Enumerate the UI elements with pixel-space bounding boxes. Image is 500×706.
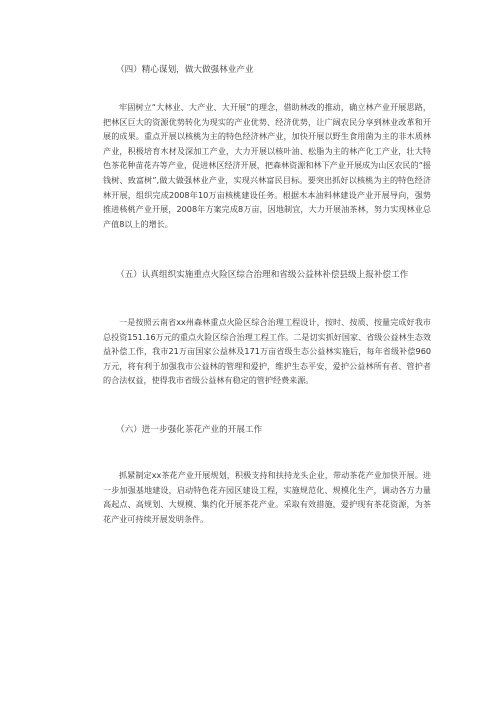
- section-5-body: 一是按照云南省xx州森林重点火险区综合治理工程设计，按时、按质、按量完成好我市总投资151.16万元的重点火险区综合治理工程工作。二是切实抓好国家、省级公益林生态效益补偿工作，我市21万亩国家公益林及171万亩省级生态公益林实施后，每年省级补偿960万元，将有利于加强我市公益林的管理和爱护，维护生态平安，爱护公益林所有者、管护者的合法权益，使得我市省级公益林有稳定的管护经费来源。: [103, 317, 431, 386]
- section-6-body: 抓紧制定xx茶花产业开展规划，积极支持和扶持龙头企业，带动茶花产业加快开展。进一步加强基地建设，启动特色花卉园区建设工程，实施规范化、规模化生产，调动各方力量高起点、高规划、大规模、集约化开展茶花产业。采取有效措施，爱护现有茶花资源，为茶花产业可持续开展发明条件。: [103, 470, 431, 524]
- section-5-heading-wrap: [103, 269, 433, 281]
- section-4-heading-wrap: [103, 64, 433, 76]
- section-4-heading: （四）精心谋划，做大做强林业产业: [116, 65, 254, 75]
- section-6-heading-wrap: [103, 424, 433, 436]
- section-6-heading: （六）进一步强化茶花产业的开展工作: [116, 425, 263, 435]
- section-4-body: 牢固树立“大林业、大产业、大开展”的理念，借助林改的推动，确立林产业开展思路，把林区巨大的资源优势转化为现实的产业优势、经济优势，让广阔农民分享到林业改革和开展的成果。重点开展以核桃为主的特色经济林产业，加快开展以野生食用菌为主的非木质林产业，积极培育木材及深加工产业，大力开展以核叶油、松脂为主的林产化工产业，壮大特色茶花种苗花卉等产业，促进林区经济开展，把森林资源和林下产业开展成为山区农民的“摇钱树、致富树”,做大做强林业产业，实现兴林富民目标。要突出抓好以核桃为主的特色经济林开展，组织完成2008年10万亩核桃建设任务。根据木本油料林建设产业开展导向，强势推进核桃产业开展，2008年方案完成8万亩，因地制宜，大力开展油茶林，努力实现林业总产值8以上的增长。: [103, 102, 431, 229]
- section-5-heading: （五）认真组织实施重点火险区综合治理和省级公益林补偿县级上报补偿工作: [116, 270, 409, 280]
